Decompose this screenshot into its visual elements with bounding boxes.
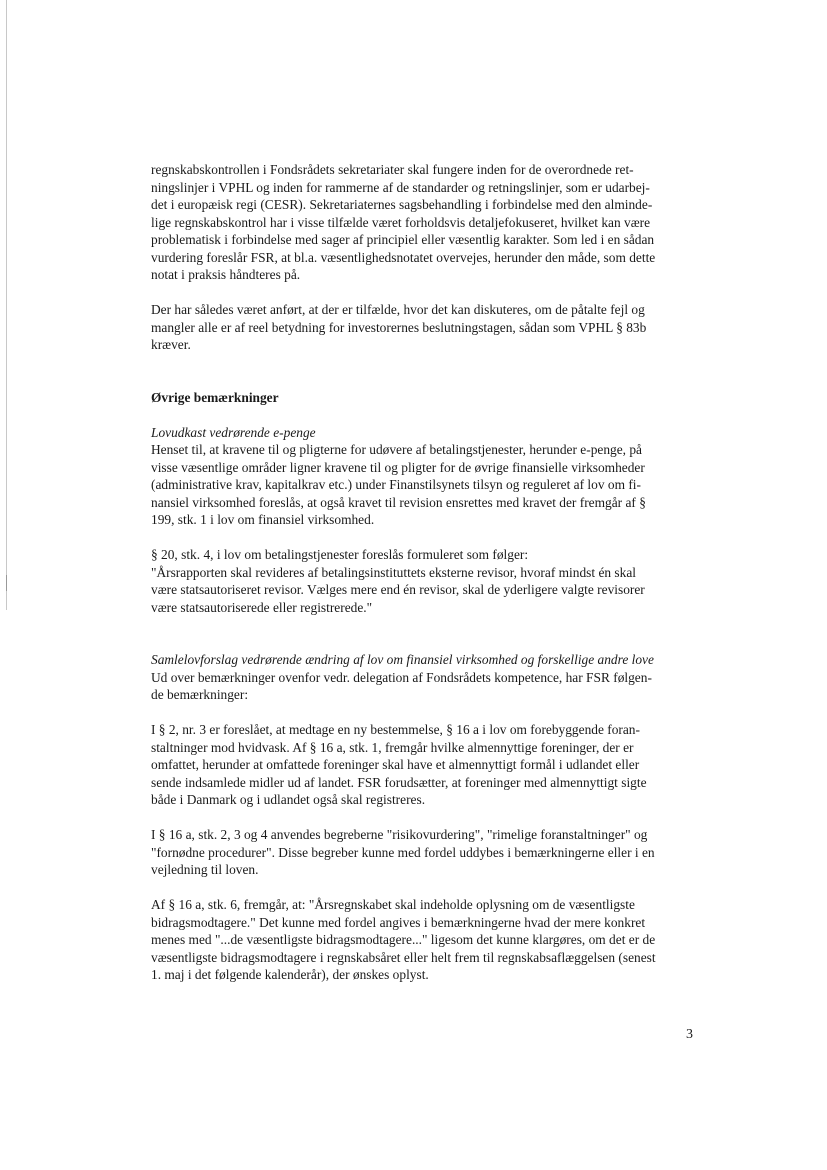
scan-edge-mark: [6, 575, 7, 591]
paragraph-betalingstjenester: § 20, stk. 4, i lov om betalingstjenester foreslås formuleret som følger: "Årsrapporten skal revideres af betalingsinstituttets eksterne revisor, hvoraf mindst én skal være statsautoriseret revisor. Vælges mere end én revisor, skal de yderligere valgte revisorer være statsautoriserede eller registrerede.": [151, 547, 645, 615]
document-body: [151, 161, 707, 984]
paragraph-begreber: I § 16 a, stk. 2, 3 og 4 anvendes begreberne "risikovurdering", "rimelige foranstaltninger" og "fornødne procedurer". Disse begreber kunne med fordel uddybes i bemærkningerne eller i en vejledning til loven.: [151, 827, 655, 877]
subheading-e-penge: Lovudkast vedrørende e-penge: [151, 424, 316, 440]
paragraph-e-penge: Henset til, at kravene til og pligterne for udøvere af betalingstjenester, herunder e-penge, på visse væsentlige områder ligner kravene til og pligter for de øvrige finansielle virksomheder (administrative krav, kapitalkrav etc.) under Finanstilsynets tilsyn og reguleret af lov om fi- nansiel virksomhed foreslås, at også kravet til revision ensrettes med kravet der fremgår af § 199, stk. 1 i lov om finansiel virksomhed.: [151, 442, 646, 527]
section-heading-ovrige: Øvrige bemærkninger: [151, 389, 279, 405]
subheading-samlelovforslag: Samlelovforslag vedrørende ændring af lov om finansiel virksomhed og forskellige andre love: [151, 652, 654, 667]
paragraph-vphl-83b: Der har således været anført, at der er tilfælde, hvor det kan diskuteres, om de påtalte fejl og mangler alle er af reel betydning for investorernes beslutningstagen, sådan som VPHL § 83b kræver.: [151, 302, 647, 352]
paragraph-aarsregnskab: Af § 16 a, stk. 6, fremgår, at: "Årsregnskabet skal indeholde oplysning om de væsentligste bidragsmodtagere." Det kunne med fordel angives i bemærkningerne hvad der mere konkret menes med "...de væsentligste bidragsmodtagere..." ligesom det kunne klargøres, om det er de væsentligste bidragsmodtagere i regnskabsåret eller helt frem til regnskabsaflæggelsen (senest 1. maj i det følgende kalenderår), der ønskes oplyst.: [151, 897, 656, 982]
paragraph-regnskabskontrol: regnskabskontrollen i Fondsrådets sekretariater skal fungere inden for de overordnede ret- ningslinjer i VPHL og inden for rammerne af de standarder og retningslinjer, som er udarbej- det i europæisk regi (CESR). Sekretariaternes sagsbehandling i forbindelse med den alminde- lige regnskabskontrol har i visse tilfælde været forholdsvis detaljefokuseret, hvilket kan være problematisk i forbindelse med sager af principiel eller væsentlig karakter. Som led i en sådan vurdering foreslår FSR, at bl.a. væsentlighedsnotatet overvejes, herunder den måde, som dette notat i praksis håndteres på.: [151, 162, 656, 282]
paragraph-hvidvask: I § 2, nr. 3 er foreslået, at medtage en ny bestemmelse, § 16 a i lov om forebyggende foran- staltninger mod hvidvask. Af § 16 a, stk. 1, fremgår hvilke almennyttige foreninger, der er omfattet, herunder at omfattede foreninger skal have et almennyttigt formål i udlandet eller sende indsamlede midler ud af landet. FSR forudsætter, at foreninger med almennyttigt sigte både i Danmark og i udlandet også skal registreres.: [151, 722, 647, 807]
page-number: 3: [686, 1027, 693, 1042]
scan-edge-line: [6, 0, 7, 610]
paragraph-delegation: Ud over bemærkninger ovenfor vedr. delegation af Fondsrådets kompetence, har FSR følgen- de bemærkninger:: [151, 669, 652, 702]
